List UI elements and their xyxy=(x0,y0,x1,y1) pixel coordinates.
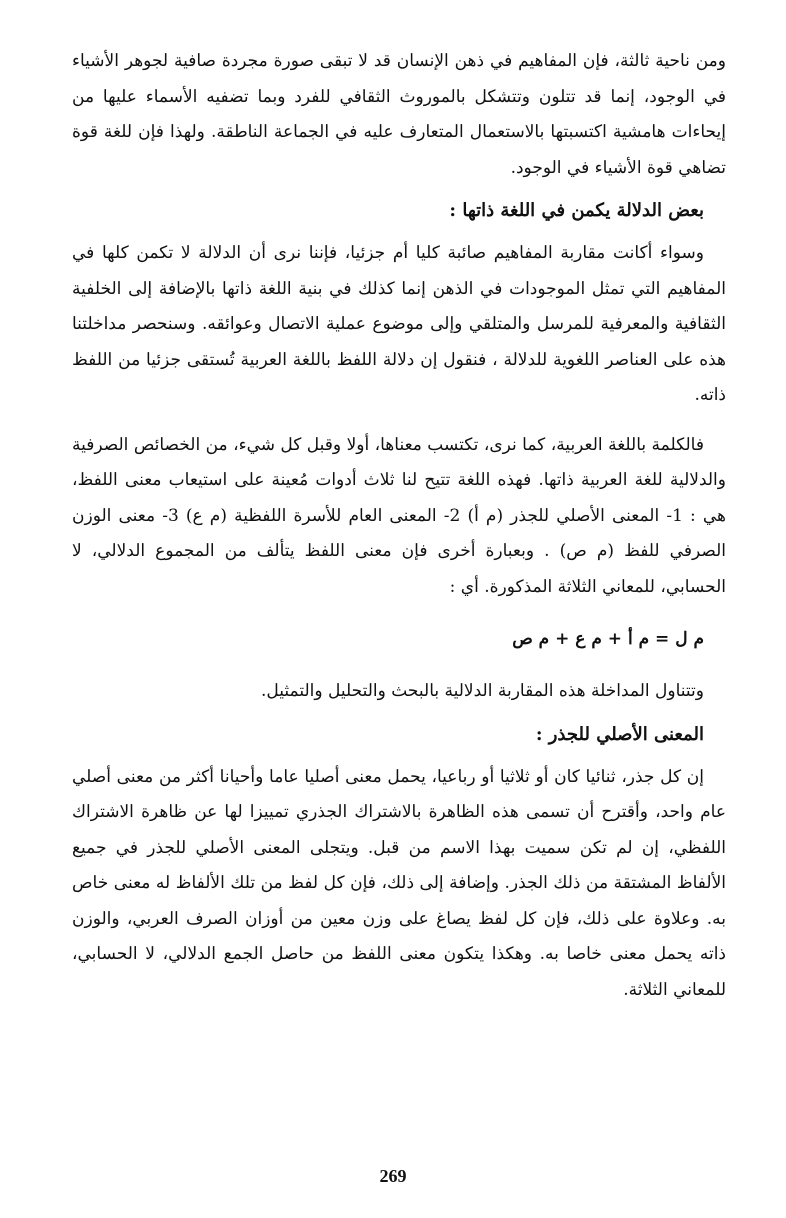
section-heading-root-meaning: المعنى الأصلي للجذر : xyxy=(535,723,704,745)
spacer xyxy=(72,186,726,194)
spacer xyxy=(72,414,726,428)
paragraph-approach: وتتناول المداخلة هذه المقاربة الدلالية بالبحث والتحليل والتمثيل. xyxy=(260,681,704,701)
paragraph-word-meaning: فالكلمة باللغة العربية، كما نرى، تكتسب معناها، أولا وقبل كل شيء، من الخصائص الصرفية والدلالية للغة العربية ذاتها. فهذه اللغة تتيح لنا ثلاث أدوات مُعينة على استيعاب معنى اللفظ، هي : 1- المعنى الأصلي للجذر (م أ) 2- المعنى العام للأسرة اللفظية (م ع) 3- معنى الوزن الصرفي للفظ (م ص) . وبعبارة أخرى فإن معنى اللفظ يتألف من المجموع الدلالي، لا الحسابي، للمعاني الثلاثة المذكورة. أي : xyxy=(72,434,726,597)
spacer xyxy=(72,752,726,760)
spacer xyxy=(72,710,726,718)
page-number: 269 xyxy=(379,1166,407,1186)
paragraph-root: إن كل جذر، ثنائيا كان أو ثلاثيا أو رباعيا، يحمل معنى أصليا عاما وأحيانا أكثر من معنى أصلي عام واحد، وأقترح أن تسمى هذه الظاهرة بالاشتراك الجذري تمييزا لها عن ظاهرة الاشتراك اللفظي، إن لم تكن سميت بهذا الاسم من قبل. ويتجلى المعنى الأصلي للجذر في جميع الألفاظ المشتقة من ذلك الجذر. وإضافة إلى ذلك، فإن كل لفظ من تلك الألفاظ له معنى خاص به. وعلاوة على ذلك، فإن كل لفظ يصاغ على وزن معين من أوزان الصرف العربي، والوزن ذاته يحمل معنى خاصا به. وهكذا يتكون معنى اللفظ من حاصل الجمع الدلالي، لا الحسابي، للمعاني الثلاثة. xyxy=(72,766,726,1000)
page-body xyxy=(72,44,726,1008)
paragraph-intro: ومن ناحية ثالثة، فإن المفاهيم في ذهن الإنسان قد لا تبقى صورة مجردة صافية لجوهر الأشياء في الوجود، إنما قد تتلون وتتشكل بالموروث الثقافي للفرد وبما تضفيه الأسماء عليها من إيحاءات هامشية اكتسبتها بالاستعمال المتعارف عليه في الجماعة الناطقة. ولهذا فإن للغة قوة تضاهي قوة الأشياء في الوجود. xyxy=(72,51,726,178)
section-heading-language: بعض الدلالة يكمن في اللغة ذاتها : xyxy=(449,200,704,221)
meaning-formula: م ل = م أ + م ع + م ص xyxy=(512,629,704,649)
paragraph-semantics: وسواء أكانت مقاربة المفاهيم صائبة كليا أم جزئيا، فإننا نرى أن الدلالة لا تكمن كلها في المفاهيم التي تمثل الموجودات في الذهن إنما كذلك في بنية اللغة ذاتها بالإضافة إلى الخلفية الثقافية والمعرفية للمرسل والمتلقي وإلى موضوع عملية الاتصال وعوائقه. وسنحصر مداخلتنا هذه على العناصر اللغوية للدلالة ، فنقول إن دلالة اللفظ باللغة العربية تُستقى جزئيا من اللفظ ذاته. xyxy=(72,243,726,405)
spacer xyxy=(72,228,726,236)
